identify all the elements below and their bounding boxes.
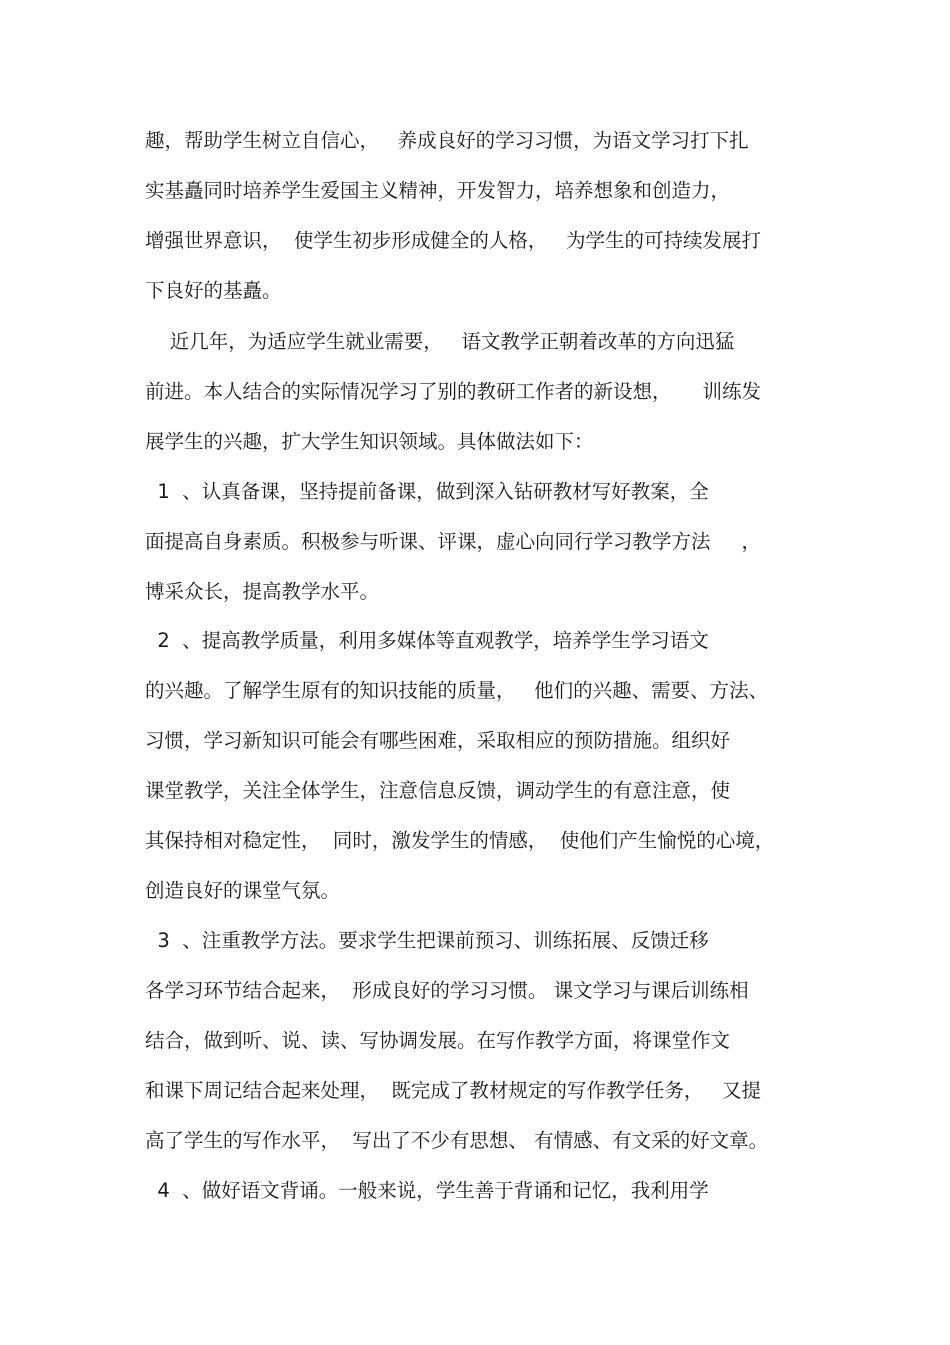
text-line: 课堂教学，关注全体学生，注意信息反馈，调动学生的有意注意，使 — [145, 779, 731, 802]
text-line: 展学生的兴趣，扩大学生知识领域。具体做法如下： — [145, 430, 594, 453]
text-line: 博采众长，提高教学水平。 — [145, 580, 380, 603]
text-line: 增强世界意识， 使学生初步形成健全的人格， 为学生的可持续发展打 — [145, 229, 761, 252]
text-line: 其保持相对稳定性， 同时，激发学生的情感， 使他们产生愉悦的心境， — [145, 829, 775, 852]
text-line: 实基矗同时培养学生爱国主义精神，开发智力，培养想象和创造力， — [145, 179, 731, 202]
text-line: 趣，帮助学生树立自信心， 养成良好的学习习惯，为语文学习打下扎 — [145, 129, 749, 152]
text-line: 高了学生的写作水平， 写出了不少有思想、 有情感、有文采的好文章。 — [145, 1129, 769, 1152]
text-line: 近几年，为适应学生就业需要， 语文教学正朝着改革的方向迅猛 — [145, 330, 735, 353]
text-line: 4 、做好语文背诵。一般来说，学生善于背诵和记忆，我利用学 — [145, 1179, 709, 1202]
text-line: 前进。本人结合的实际情况学习了别的教研工作者的新设想， 训练发 — [145, 380, 761, 403]
text-line: 结合，做到听、说、读、写协调发展。在写作教学方面，将课堂作文 — [145, 1029, 731, 1052]
text-line: 1 、认真备课，坚持提前备课，做到深入钻研教材写好教案，全 — [145, 480, 709, 503]
text-line: 下良好的基矗。 — [145, 279, 282, 302]
text-line: 和课下周记结合起来处理， 既完成了教材规定的写作教学任务， 又提 — [145, 1079, 761, 1102]
text-line: 创造良好的课堂气氛。 — [145, 879, 341, 902]
text-line: 的兴趣。了解学生原有的知识技能的质量， 他们的兴趣、需要、方法、 — [145, 679, 769, 702]
text-line: 3 、注重教学方法。要求学生把课前预习、训练拓展、反馈迁移 — [145, 929, 709, 952]
text-line: 面提高自身素质。积极参与听课、评课，虚心向同行学习教学方法 ， — [145, 530, 761, 553]
text-line: 2 、提高教学质量，利用多媒体等直观教学，培养学生学习语文 — [145, 629, 709, 652]
text-line: 习惯，学习新知识可能会有哪些困难，采取相应的预防措施。组织好 — [145, 729, 731, 752]
text-line: 各学习环节结合起来， 形成良好的学习习惯。 课文学习与课后训练相 — [145, 979, 749, 1002]
